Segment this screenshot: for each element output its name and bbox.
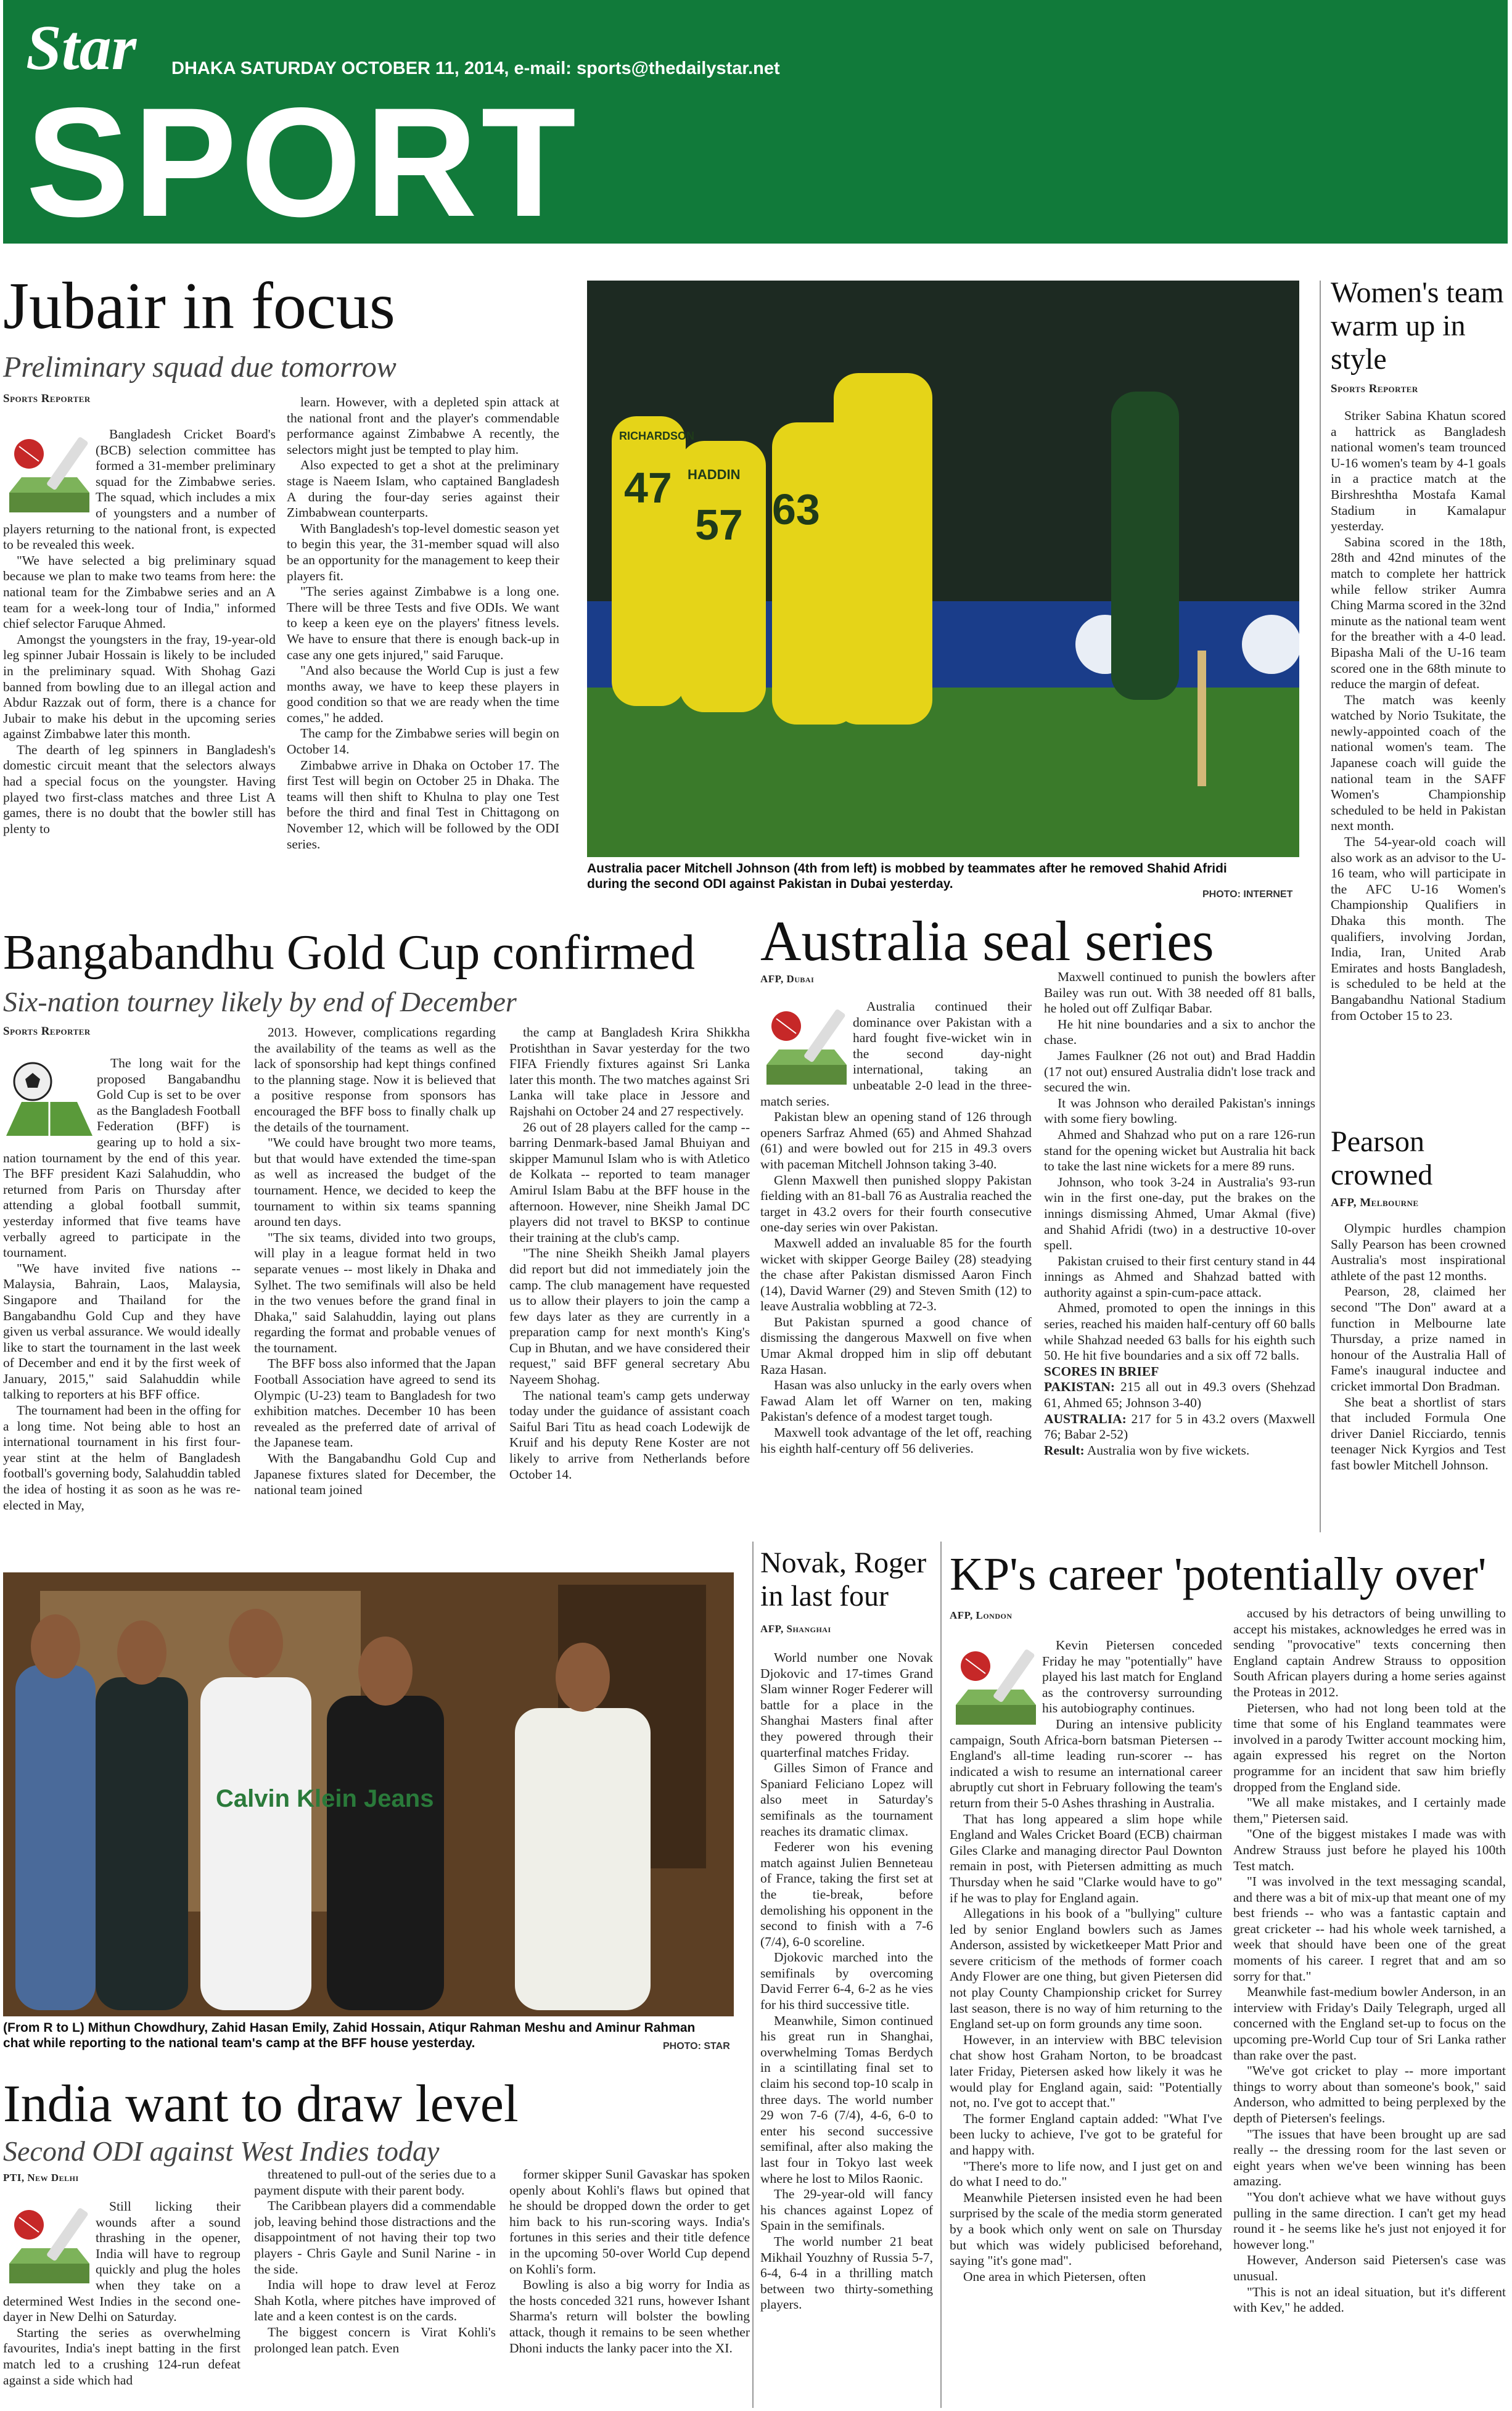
paragraph: the camp at Bangladesh Krira Shikkha Protishthan in Savar yesterday for the two FIFA Friendly fixtures against Sri Lanka later this month. The two matches against Sri Lanka will take place in Jessore and Rajshahi on October 24 and 27 respectively. [509,1025,750,1119]
paragraph: "The six teams, divided into two groups, will play in a league format held in two separate venues -- most likely in Dhaka and Sylhet. The two semifinals will also be held in the two venues before the grand final in Dhaka," said Salahuddin, laying out plans regarding the format and probable venues of the tournament. [254,1230,496,1355]
paragraph: Pietersen, who had not long been told at the time that some of his England teammates were involved in a parody Twitter account mocking him, again expressed his regret on the Norton programme for an incident that saw him briefly dropped from the England side. [1233,1700,1506,1794]
headline-india: India want to draw level [3,2074,519,2133]
paragraph: Maxwell continued to punish the bowlers after Bailey was run out. With 38 needed off 81 balls, he holed out off Zulfiqar Babar. [1044,969,1315,1016]
star-logo: Star [26,12,137,83]
kp-col-2 [1233,1606,1506,2409]
byline: AFP, Shanghai [760,1623,831,1635]
paragraph: "We've got cricket to play -- more important things to worry about than someone's book," said Anderson, who admitted to being perplexed by the depth of Pietersen's feelings. [1233,2063,1506,2126]
paragraph: The world number 21 beat Mikhail Youzhny of Russia 5-7, 6-4, 6-4 in a thrilling match between two thirty-something players. [760,2233,933,2312]
headline-novak: Novak, Roger in last four [760,1546,927,1612]
gold-cup-col-1 [3,1056,240,1567]
subhead-india: Second ODI against West Indies today [3,2135,440,2167]
paragraph: Kevin Pietersen conceded Friday he may "potentially" have played his last match for England as the controversy surrounding his autobiography continues. [1042,1638,1222,1716]
byline: AFP, London [950,1609,1013,1621]
shirt-name: HADDIN [688,467,741,482]
paragraph: "The series against Zimbabwe is a long one. There will be three Tests and five ODIs. We want to keep a keen eye on the players' fitness levels. We have to ensure that there is enough back-up in case any one gets injured," said Faruque. [287,584,559,662]
paragraph: "There's more to life now, and I just get on and do what I need to do." [950,2158,1222,2190]
shirt-number: 63 [772,485,820,533]
paragraph: "And also because the World Cup is just a few months away, we have to keep these players in good condition so that we are ready when the time comes," he added. [287,663,559,725]
paragraph: Gilles Simon of France and Spaniard Feliciano Lopez will also meet in Saturday's semifinals as the tournament reaches its dramatic climax. [760,1760,933,1839]
score-line: Result: Australia won by five wickets. [1044,1442,1250,1458]
paragraph: Sabina scored in the 18th, 28th and 42nd minutes of the match to complete her hattrick while fellow striker Aumra Ching Marma scored in the 32nd minute as the national team went for the breather with a 4-0 lead. Bipasha Mali of the U-16 team scored one in the 68th minute to reduce the margin of defeat. [1331,534,1506,692]
paragraph: "The nine Sheikh Sheikh Jamal players did report but did not immediately join the camp. The club management have requested us to allow their players to join the camp a few days later as they are currently in a preparation camp for next month's King's Cup in Bhutan, and we have considered their request," said BFF general secretary Abu Nayeem Shohag. [509,1246,750,1387]
score-line: AUSTRALIA: 217 for 5 in 43.2 overs (Maxwell 76; Babar 2-52) [1044,1411,1315,1442]
paragraph: Glenn Maxwell then punished sloppy Pakistan fielding with an 81-ball 76 as Australia reached the target in 43.2 overs for their fourth consecutive one-day series win over Pakistan. [760,1172,1032,1235]
paragraph: One area in which Pietersen, often [963,2269,1146,2284]
paragraph: With the Bangabandhu Gold Cup and Japanese fixtures slated for December, the national team joined [254,1451,496,1498]
paragraph: Federer won his evening match against Julien Benneteau of France, taking the first set at the tie-break, before demolishing his opponent in the second to finish with a 7-6 (7/4), 6-0 scoreline. [760,1839,933,1949]
paragraph: Zimbabwe arrive in Dhaka on October 17. The first Test will begin on October 25 in Dhaka. The teams will then shift to Khulna to play one Test before the third and final Test in Chittagong on November 12, which will be followed by the ODI series. [287,757,559,852]
paragraph: Pearson, 28, claimed her second "The Don" award at a function in Melbourne late Thursday, a prize named in honour of the Australia Hall of Fame's inaugural inductee and cricket immortal Don Bradman. [1331,1284,1506,1394]
paragraph: Meanwhile Pietersen insisted even he had been surprised by the scale of the media storm generated by a book which only went on sale on Thursday but which was widely publicised beforehand, saying "it's gone mad". [950,2190,1222,2269]
gold-cup-col-2 [254,1025,496,1567]
byline: PTI, New Delhi [3,2172,79,2183]
paragraph: Australia continued their dominance over Pakistan with a hard fought five-wicket win in the second day-night international, taking an unbeatable 2-0 lead in the three-match series. [760,999,1032,1109]
paragraph: accused by his detractors of being unwilling to accept his mistakes, acknowledges he erred was in sending "provocative" texts concerning then England captain Andrew Strauss to opposition South African players during a home series against the Proteas in 2012. [1233,1606,1506,1699]
shirt-number: 57 [695,501,743,549]
paragraph: The match was keenly watched by Norio Tsukitate, the newly-appointed coach of the national women's team. The Japanese coach will guide the national team in the SAFF Women's Championship scheduled to be held in Pakistan next month. [1331,692,1506,834]
shirt-name: RICHARDSON [619,430,695,442]
paragraph: Meanwhile fast-medium bowler Anderson, in an interview with Friday's Daily Telegraph, urged all concerned with the England set-up to focus on the upcoming pre-World Cup tour of Sri Lanka rather than rake over the past. [1233,1984,1506,2063]
column-divider [940,1542,942,2408]
paragraph: threatened to pull-out of the series due to a payment dispute with their parent body. [254,2167,496,2198]
paragraph: The tournament had been in the offing for a long time. Not being able to host an international tournament in his first four-year stint at the helm of Bangladesh football's governing body, Salahuddin tabled the idea of hosting it as soon as he was re-elected in May, [3,1403,240,1513]
aus-series-col-2 [1044,969,1315,1527]
byline: AFP, Melbourne [1331,1196,1419,1209]
paragraph: Johnson, who took 3-24 in Australia's 93-run win in the first one-day, put the brakes on the innings dismissing Ahmed, Umar Akmal (five) and Shahid Afridi (two) in a destructive 10-over spell. [1044,1174,1315,1253]
paragraph: 26 out of 28 players called for the camp -- barring Denmark-based Jamal Bhuiyan and skipper Mamunul Islam who is with Atletico de Kolkata -- reported to team manager Amirul Islam Babu at the BFF house in the afternoon. However, nine Sheikh Jamal DC players did not travel to BKSP to continue their training at the club's camp. [509,1119,750,1245]
paragraph: He hit nine boundaries and a six to anchor the chase. [1044,1016,1315,1048]
paragraph: Still licking their wounds after a sound thrashing in the opener, India will have to regroup quickly and plug the holes when they take on a determined West Indies in the second one-dayer in New Delhi on Saturday. [3,2199,240,2325]
paragraph: Maxwell took advantage of the let off, reaching his eighth half-century off 56 deliveries. [760,1425,1032,1456]
paragraph: It was Johnson who derailed Pakistan's innings with some fiery bowling. [1044,1095,1315,1127]
subhead-gold-cup: Six-nation tourney likely by end of December [3,986,517,1017]
paragraph: "We could have brought two more teams, but that would have extended the time-span as well as increased the budget of the tournament. Hence, we decided to keep the tournament to within six teams spanning around ten days. [254,1135,496,1230]
paragraph: Olympic hurdles champion Sally Pearson has been crowned Australia's most inspirational athlete of the past 12 months. [1331,1221,1506,1283]
paragraph: Ahmed, promoted to open the innings in this series, reached his maiden half-century off 60 balls while Shahzad needed 63 balls for his eighth such 50. He hit five boundaries and a six off 72 balls. [1044,1300,1315,1363]
paragraph: The former England captain added: "What I've been lucky to achieve, I've got to be grateful for and happy with. [950,2111,1222,2158]
india-col-1 [3,2199,240,2409]
paragraph: The national team's camp gets underway today under the guidance of assistant coach Saiful Bari Titu as head coach Lodewijk de Kruif and his deputy Rene Koster are not likely to arrive from Netherlands before October 14. [509,1387,750,1482]
photo-caption: (From R to L) Mithun Chowdhury, Zahid Hasan Emily, Zahid Hossain, Atiqur Rahman Meshu and Aminur Rahman chat while reporting to the national team's camp at the BFF house yesterday. [3,2021,696,2050]
shirt-number: 47 [624,464,672,512]
paragraph: "One of the biggest mistakes I made was with Andrew Strauss just before he played his 100th Test match. [1233,1826,1506,1873]
pearson-col [1331,1221,1506,1523]
paragraph: Hasan was also unlucky in the early overs when Fawad Alam let off Warner on ten, making Pakistan's defence of a modest target tough. [760,1378,1032,1424]
paragraph: During an intensive publicity campaign, South Africa-born batsman Pietersen -- England's all-time leading run-scorer -- has indicated a wish to resume an international career abruptly cut short in February following the team's return from their 5-0 Ashes thrashing in Australia. [950,1716,1222,1810]
headline-pearson: Pearson crowned [1331,1125,1433,1191]
shirt-logo: Calvin Klein Jeans [216,1785,434,1812]
paragraph: World number one Novak Djokovic and 17-times Grand Slam winner Roger Federer will battle for a place in the Shanghai Masters final after they powered through their quarterfinal matches Friday. [760,1650,933,1760]
kp-col-1 [950,1638,1222,2409]
paragraph: She beat a shortlist of stars that included Formula One driver Daniel Ricciardo, tennis teenager Nick Kyrgios and Test fast bowler Mitchell Johnson. [1331,1394,1506,1472]
photo-australia-celebration [587,281,1299,857]
paragraph: The 29-year-old will fancy his chances against Lopez of Spain in the semifinals. [760,2187,933,2233]
women-col [1331,408,1506,1117]
paragraph: Pakistan blew an opening stand of 126 through openers Sarfraz Ahmed (65) and Ahmed Shahzad (61) and were bowled out for 215 in 49.3 overs with paceman Mitchell Johnson taking 3-40. [760,1109,1032,1172]
paragraph: However, Anderson said Pietersen's case was unusual. [1233,2253,1506,2283]
paragraph: former skipper Sunil Gavaskar has spoken openly about Kohli's flaws but opined that he should be dropped down the order to get him back to his run-scoring ways. India's fortunes in this series and their title defence in the upcoming 50-over World Cup depend on Kohli's form. [509,2167,750,2277]
paragraph: The 54-year-old coach will also work as an advisor to the U-16 team, who will participate in the AFC U-16 Women's Championship Qualifiers in Dhaka this month. The qualifiers, involving Jordan, India, Iran, United Arab Emirates and hosts Bangladesh, is scheduled to be held at the Bangabandhu National Stadium from October 15 to 23. [1331,834,1506,1023]
paragraph: Ahmed and Shahzad who put on a rare 126-run stand for the opening wicket but Australia hit back to take the last nine wickets for a mere 89 runs. [1044,1127,1315,1174]
paragraph: Striker Sabina Khatun scored a hattrick as Bangladesh national women's team trounced U-16 women's team by 4-1 goals in a practice match at the Birshreshtha Mostafa Kamal Stadium in Kamalapur yesterday. [1331,408,1506,534]
paragraph: "We have selected a big preliminary squad because we plan to make two teams from here: the national team for the Zimbabwe series and an A team for a week-long tour of India," informed chief selector Faruque Ahmed. [3,552,276,631]
paragraph: Bowling is also a big worry for India as the hosts conceded 321 runs, however Ishant Sharma's return will bolster the bowling attack, though it remains to be seen whether Dhoni inducts the lanky pacer into the XI. [509,2277,750,2356]
headline-australia: Australia seal series [760,910,1214,972]
column-divider [752,1542,754,2408]
paragraph: "I was involved in the text messaging scandal, and there was a bit of mix-up that meant one of my best friends -- who was a fantastic captain and great cricketer -- had his whole week tarnished, a week that should have been one of the great moments of his career. I regret that and am so sorry for that." [1233,1874,1506,1984]
paragraph: That has long appeared a slim hope while England and Wales Cricket Board (ECB) chairman Giles Clarke and managing director Paul Downton remain in post, with Pietersen admitting as much Thursday when he said "Clarke would have to go" if he was to play for England again. [950,1811,1222,1905]
aus-series-col-1 [760,999,1032,1526]
paragraph: "You don't achieve what we have without guys pulling in the same direction. I can't get my head round it - he seems like he's just not enjoyed it for however long." [1233,2189,1506,2252]
paragraph: Starting the series as overwhelming favourites, India's inept batting in the first match led to a crushing 124-run defeat against a side which had [3,2325,240,2388]
dateline: DHAKA SATURDAY OCTOBER 11, 2014, e-mail: sports@thedailystar.net [171,59,780,78]
photo-football-players [3,1572,734,2016]
paragraph: "We all make mistakes, and I certainly made them," Pietersen said. [1233,1795,1506,1826]
paragraph: Pakistan cruised to their first century stand in 44 innings as Ahmed and Shahzad batted with authority against a spin-cum-pace attack. [1044,1253,1315,1300]
paragraph: However, in an interview with BBC television chat show host Graham Norton, to be broadcast later Friday, Pietersen asked how likely it was he would play for England again, said: "Potentially not, no. I've got to accept that." [950,2032,1222,2111]
paragraph: The BFF boss also informed that the Japan Football Association have agreed to send its Olympic (U-23) team to Bangladesh for two exhibition matches. December 10 has been revealed as the preferred date of arrival of the Japanese team. [254,1356,496,1450]
byline: Sports Reporter [3,1025,91,1038]
photo-caption: Australia pacer Mitchell Johnson (4th from left) is mobbed by teammates after he removed Shahid Afridi during the second ODI against Pakistan in Dubai yesterday. [587,861,1227,891]
paragraph: 2013. However, complications regarding the availability of the teams as well as the lack of sponsorship had kept things confined to the planning stage. Now it is believed that a positive response from sponsors has encouraged the BFF boss to finally chalk up the details of the tournament. [254,1025,496,1135]
paragraph: India will hope to draw level at Feroz Shah Kotla, where pitches have improved of late and a keen contest is on the cards. [254,2277,496,2324]
paragraph: Meanwhile, Simon continued his great run in Shanghai, overwhelming Tomas Berdych in a scintillating final set to claim his second top-10 scalp in three days. The world number 29 won 7-6 (7/4), 4-6, 6-0 to enter his second successive semifinal, after also making the last four in Tokyo last week where he lost to Milos Raonic. [760,2013,933,2186]
photo-credit: PHOTO: INTERNET [1202,889,1293,900]
paragraph: "We have invited five nations -- Malaysia, Bahrain, Laos, Malaysia, Singapore and Thailand for the Bangabandhu Gold Cup and they have given us verbal assurance. We would ideally like to start the tournament in the last week of December and end it by the first week of January, 2015," said Salahuddin while talking to reporters at his BFF office. [3,1260,240,1402]
paragraph: Djokovic marched into the semifinals by overcoming David Ferrer 6-4, 6-2 as he vies for his third successive title. [760,1950,933,2013]
headline-women: Women's team warm up in style [1331,276,1504,376]
headline-jubair: Jubair in focus [3,269,395,343]
scores-title: SCORES IN BRIEF [1044,1363,1159,1379]
paragraph: Bangladesh Cricket Board's (BCB) selection committee has formed a 31-member preliminary squad for the Zimbabwe series. The squad, which includes a mix of youngsters and a number of players returning to the national front, is expected to be revealed this week. [3,427,276,552]
score-line: PAKISTAN: 215 all out in 49.3 overs (Shehzad 61, Ahmed 65; Johnson 3-40) [1044,1379,1315,1411]
paragraph: "The issues that have been brought up are sad really -- the dressing room for the last seven or eight years when we've been winning has been amazing. [1233,2126,1506,2189]
paragraph: The camp for the Zimbabwe series will begin on October 14. [287,726,559,757]
byline: Sports Reporter [3,392,91,405]
paragraph: The long wait for the proposed Bangabandhu Gold Cup is set to be over as the Bangladesh Football Federation (BFF) is gearing up to hold a six-nation tournament by the end of this year. The BFF president Kazi Salahuddin, who returned from Paris on Thursday after attending a global football summit, yesterday informed that five teams have verbally agreed to participate in the tournament. [3,1056,240,1260]
byline: Sports Reporter [1331,382,1418,395]
column-divider [1320,281,1321,1532]
byline: AFP, Dubai [760,973,815,985]
paragraph: Amongst the youngsters in the fray, 19-year-old leg spinner Jubair Hossain is likely to be included in the preliminary squad. With Shohag Gazi banned from bowling due to an illegal action and Abdur Razzak out of form, there is a chance for Jubair to make his debut in the upcoming series against Zimbabwe later this month. [3,631,276,742]
novak-col [760,1650,933,2409]
india-col-2 [254,2167,496,2409]
section-title: SPORT [26,76,580,249]
photo-credit: PHOTO: STAR [663,2041,730,2052]
headline-gold-cup: Bangabandhu Gold Cup confirmed [3,926,695,980]
paragraph: But Pakistan spurned a good chance of dismissing the dangerous Maxwell on five when Umar Akmal dropped him in slip off debutant Raza Hasan. [760,1314,1032,1377]
paragraph: The dearth of leg spinners in Bangladesh's domestic circuit meant that the selectors always had a special focus on the youngster. Having played two first-class matches and three List A games, there is no doubt that the bowler still has plenty to [3,742,276,836]
headline-kp: KP's career 'potentially over' [950,1548,1487,1600]
subhead-jubair: Preliminary squad due tomorrow [3,351,396,384]
paragraph: The biggest concern is Virat Kohli's prolonged lean patch. Even [254,2324,496,2356]
paragraph: The Caribbean players did a commendable job, leaving behind those distractions and the disappointment of not having their top two players - Chris Gayle and Sunil Narine - in the side. [254,2198,496,2277]
paragraph: James Faulkner (26 not out) and Brad Haddin (17 not out) ensured Australia didn't lose track and secured the win. [1044,1048,1315,1095]
paragraph: learn. However, with a depleted spin attack at the national front and the player's commendable performance against Zimbabwe A recently, the selectors might just be tempted to play him. [287,395,559,457]
paragraph: With Bangladesh's top-level domestic season yet to begin this year, the 31-member squad will also be an opportunity for the management to keep their players fit. [287,520,559,583]
paragraph: Allegations in his book of a "bullying" culture led by senior England bowlers such as James Anderson, assisted by wicketkeeper Matt Prior and severe criticism of the methods of former coach Andy Flower are one thing, but given Pietersen did not play County Championship cricket for Surrey last season, there is no way of him returning to the England set-up on form grounds any time soon. [950,1906,1222,2032]
india-col-3 [509,2167,750,2409]
paragraph: Also expected to get a shot at the preliminary stage is Naeem Islam, who captained Bangladesh A during the four-day series against their Zimbabwean counterparts. [287,458,559,520]
paragraph: Maxwell added an invaluable 85 for the fourth wicket with skipper George Bailey (28) steadying the chase after Pakistan dismissed Aaron Finch (14), David Warner (29) and Steven Smith (12) to leave Australia wobbling at 72-3. [760,1235,1032,1314]
gold-cup-col-3 [509,1025,750,1567]
paragraph: "This is not an ideal situation, but it's different with Kev," he added. [1233,2284,1506,2315]
jubair-col-2 [287,395,559,920]
jubair-col-1 [3,427,276,920]
